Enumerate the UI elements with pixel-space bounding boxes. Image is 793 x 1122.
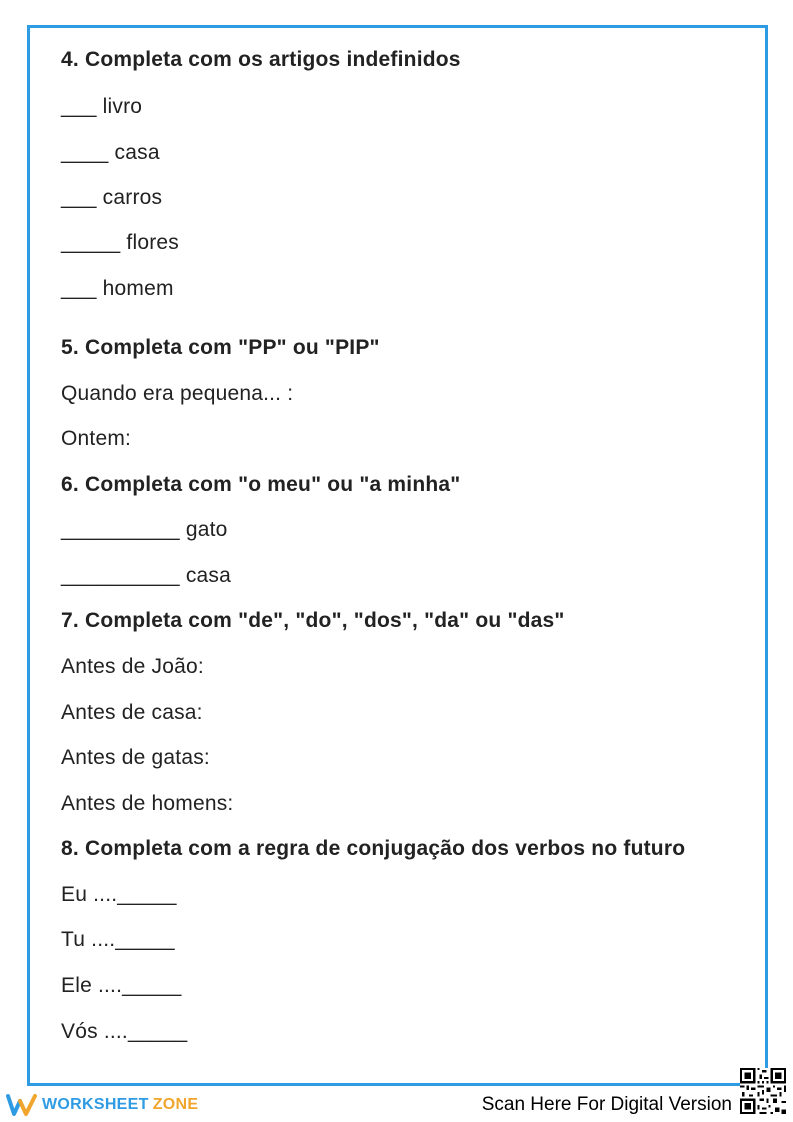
qr-code-icon[interactable] — [740, 1068, 786, 1114]
exercise-item: ___ livro — [61, 95, 143, 118]
exercise-item: ____ casa — [61, 141, 160, 164]
exercise-item: ___ carros — [61, 186, 163, 209]
exercise-item: ___ homem — [61, 277, 174, 300]
brand-name-part2: ZONE — [152, 1096, 199, 1113]
exercise-item: __________ casa — [61, 564, 231, 587]
exercise-item: Antes de João: — [61, 655, 204, 678]
exercise-item: Eu ...._____ — [61, 883, 177, 906]
exercise-item: Antes de casa: — [61, 701, 203, 724]
exercise-item: Antes de homens: — [61, 792, 234, 815]
section-7-title: 7. Completa com "de", "do", "dos", "da" ou "das" — [61, 609, 565, 632]
exercise-item: Antes de gatas: — [61, 746, 210, 769]
worksheet-frame — [27, 25, 768, 1086]
section-6-title: 6. Completa com "o meu" ou "a minha" — [61, 473, 461, 496]
brand-name-part1: WORKSHEET — [42, 1096, 149, 1113]
section-4-title: 4. Completa com os artigos indefinidos — [61, 48, 461, 71]
w-logo-icon — [6, 1093, 38, 1117]
scan-instruction: Scan Here For Digital Version — [481, 1094, 732, 1115]
exercise-item: Ontem: — [61, 427, 132, 450]
exercise-item: Quando era pequena... : — [61, 382, 294, 405]
exercise-item: _____ flores — [61, 231, 179, 254]
brand-name — [42, 1096, 198, 1114]
brand-logo — [6, 1092, 198, 1118]
exercise-item: Ele ...._____ — [61, 974, 182, 997]
exercise-item: __________ gato — [61, 518, 228, 541]
section-5-title: 5. Completa com "PP" ou "PIP" — [61, 336, 380, 359]
exercise-item: Tu ...._____ — [61, 928, 175, 951]
section-8-title: 8. Completa com a regra de conjugação dos verbos no futuro — [61, 837, 686, 860]
exercise-item: Vós ...._____ — [61, 1020, 188, 1043]
